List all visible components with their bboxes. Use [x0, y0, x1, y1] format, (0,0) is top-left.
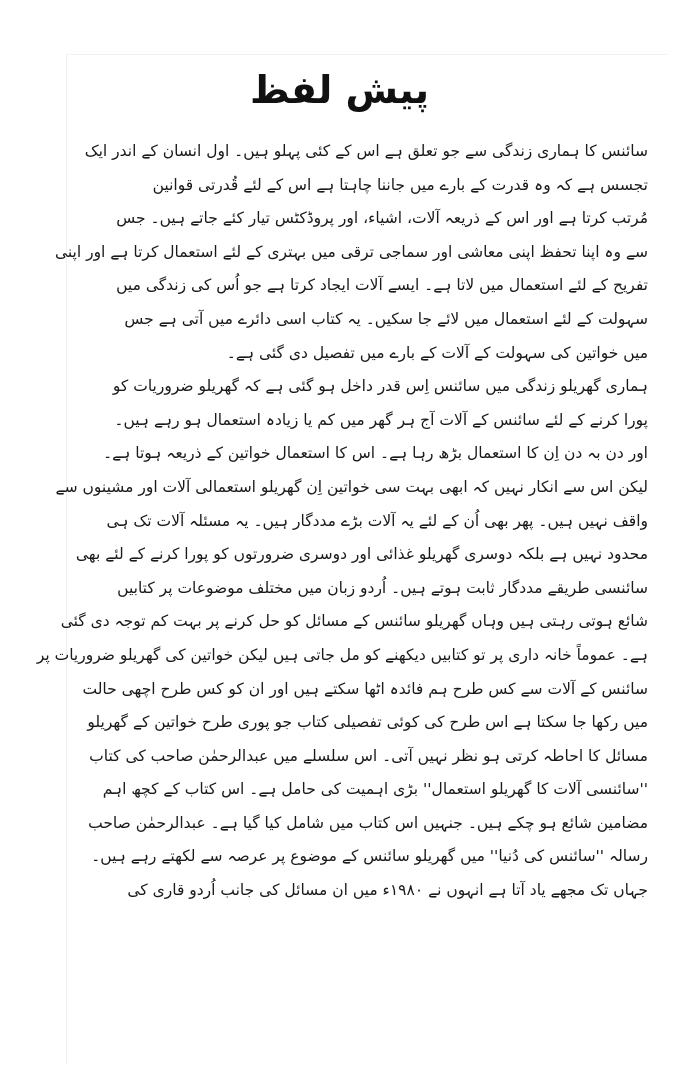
text-line: پورا کرنے کے لئے سائنس کے آلات آج ہر گھر میں کم یا زیادہ استعمال ہو رہے ہیں۔	[114, 410, 648, 429]
text-line: لیکن اس سے انکار نہیں کہ ابھی بہت سی خواتین اِن گھریلو استعمالی آلات اور مشینوں سے	[55, 477, 648, 496]
text-line: تجسس ہے کہ وہ قدرت کے بارے میں جاننا چاہتا ہے اس کے لئے قُدرتی قوانین	[152, 175, 648, 194]
text-line: شائع ہوتی رہتی ہیں وہاں گھریلو سائنس کے مسائل کو حل کرنے پر بہت کم توجہ دی گئی	[60, 612, 648, 631]
text-line: ہماری گھریلو زندگی میں سائنس اِس قدر داخل ہو گئی ہے کہ گھریلو ضروریات کو	[112, 377, 648, 396]
text-line: مُرتب کرتا ہے اور اس کے ذریعہ آلات، اشیاء، اور پروڈکٹس تیار کئے جاتے ہیں۔ جس	[116, 209, 648, 228]
text-line: رسالہ ''سائنس کی دُنیا'' میں گھریلو سائنس کے موضوع پر عرصہ سے لکھتے رہے ہیں۔	[91, 847, 648, 866]
text-line: ہے۔ عموماً خانہ داری پر تو کتابیں دیکھنے کو مل جاتی ہیں لیکن خواتین کی گھریلو ضروریات پر	[36, 645, 648, 664]
text-line: سائنس کا ہماری زندگی سے جو تعلق ہے اس کے کئی پہلو ہیں۔ اول انسان کے اندر ایک	[84, 142, 648, 160]
text-line: سے وہ اپنا تحفظ اپنی معاشی اور سماجی ترقی میں بہتری کے لئے استعمال کرتا ہے اور اپنی	[54, 242, 648, 261]
text-line: اور دن بہ دن اِن کا استعمال بڑھ رہا ہے۔ اس کا استعمال خواتین کے ذریعہ ہوتا ہے۔	[103, 444, 648, 463]
text-line: واقف نہیں ہیں۔ پھر بھی اُن کے لئے یہ آلات بڑے مددگار ہیں۔ یہ مسئلہ آلات تک ہی	[106, 511, 648, 530]
text-line: سائنس کے آلات سے کس طرح ہم فائدہ اٹھا سکتے ہیں اور ان کو کس طرح اچھی حالت	[82, 679, 648, 698]
page-title: پیش لفظ	[249, 68, 430, 112]
text-line: سائنسی طریقے مددگار ثابت ہوتے ہیں۔ اُردو زبان میں مختلف موضوعات پر کتابیں	[117, 578, 648, 597]
text-line: جہاں تک مجھے یاد آتا ہے انہوں نے ۱۹۸۰ء میں ان مسائل کی جانب اُردو قاری کی	[127, 881, 648, 900]
text-line: میں رکھا جا سکتا ہے اس طرح کی کوئی تفصیلی کتاب جو پوری طرح خواتین کے گھریلو	[87, 713, 648, 732]
body-text	[36, 135, 648, 908]
text-line: میں خواتین کی سہولت کے آلات کے بارے میں تفصیل دی گئی ہے۔	[226, 343, 648, 362]
text-line: سہولت کے لئے استعمال میں لائے جا سکیں۔ یہ کتاب اسی دائرے میں آتی ہے جس	[124, 309, 648, 328]
text-line: مضامین شائع ہو چکے ہیں۔ جنہیں اس کتاب میں شامل کیا گیا ہے۔ عبدالرحمٰن صاحب	[88, 813, 648, 832]
text-line: محدود نہیں ہے بلکہ دوسری گھریلو غذائی اور دوسری ضرورتوں کو پورا کرنے کے لئے بھی	[75, 545, 648, 564]
text-line: تفریح کے لئے استعمال میں لاتا ہے۔ ایسے آلات ایجاد کرتا ہے جو اُس کی زندگی میں	[116, 276, 648, 295]
text-line: مسائل کا احاطہ کرتی ہو نظر نہیں آتی۔ اس سلسلے میں عبدالرحمٰن صاحب کی کتاب	[89, 746, 648, 765]
text-line: ''سائنسی آلات کا گھریلو استعمال'' بڑی اہمیت کی حامل ہے۔ اس کتاب کے کچھ اہم	[102, 780, 648, 799]
